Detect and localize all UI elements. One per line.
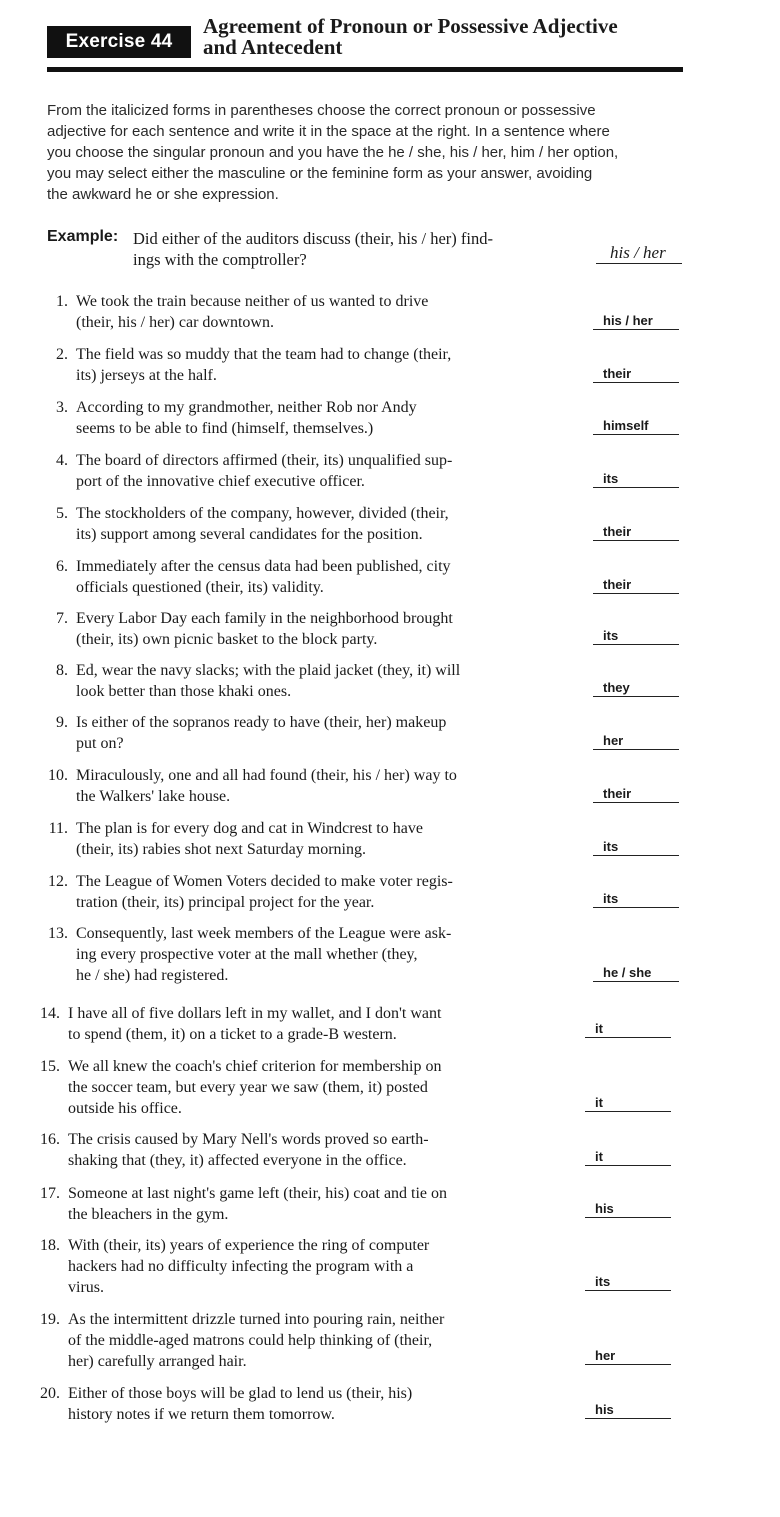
example-sentence [133, 228, 573, 270]
item-sentence [76, 608, 566, 650]
item-answer: its [593, 471, 679, 488]
item-line: virus. [68, 1279, 104, 1296]
item-line: Either of those boys will be glad to lend us (their, his) [68, 1385, 413, 1402]
item-line: Someone at last night's game left (their, his) coat and tie on [68, 1185, 448, 1202]
item-sentence [76, 871, 566, 913]
item-number: 6. [56, 558, 68, 575]
item-line: the soccer team, but every year we saw (them, it) posted [68, 1079, 428, 1096]
item-line: We all knew the coach's chief criterion for membership on [68, 1058, 442, 1075]
header-rule [47, 67, 683, 72]
item-answer: it [585, 1095, 671, 1112]
example-line: ings with the comptroller? [133, 250, 307, 269]
item-answer: its [585, 1274, 671, 1291]
item-sentence [76, 712, 566, 754]
item-line: put on? [76, 735, 124, 752]
item-line: to spend (them, it) on a ticket to a grade-B western. [68, 1026, 397, 1043]
item-line: seems to be able to find (himself, themselves.) [76, 420, 374, 437]
item-line: (their, its) rabies shot next Saturday morning. [76, 841, 366, 858]
item-number: 2. [56, 346, 68, 363]
item-answer: their [593, 577, 679, 594]
item-sentence [76, 660, 566, 702]
item-line: Miraculously, one and all had found (their, his / her) way to [76, 767, 457, 784]
item-answer: its [593, 628, 679, 645]
item-line: We took the train because neither of us wanted to drive [76, 293, 429, 310]
item-line: (their, his / her) car downtown. [76, 314, 274, 331]
item-line: The field was so muddy that the team had to change (their, [76, 346, 452, 363]
instructions-line: you may select either the masculine or the feminine form as your answer, avoiding [47, 165, 593, 182]
item-number: 17. [40, 1185, 60, 1202]
instructions-line: you choose the singular pronoun and you have the he / she, his / her, him / her option, [47, 144, 619, 161]
item-answer: their [593, 786, 679, 803]
item-line: The plan is for every dog and cat in Windcrest to have [76, 820, 423, 837]
item-line: ing every prospective voter at the mall whether (they, [76, 946, 418, 963]
item-sentence [68, 1235, 558, 1298]
item-line: history notes if we return them tomorrow. [68, 1406, 335, 1423]
item-number: 12. [48, 873, 68, 890]
item-line: shaking that (they, it) affected everyone in the office. [68, 1152, 407, 1169]
item-line: The crisis caused by Mary Nell's words proved so earth- [68, 1131, 429, 1148]
item-line: The League of Women Voters decided to make voter regis- [76, 873, 453, 890]
item-sentence [68, 1003, 558, 1045]
item-line: tration (their, its) principal project for the year. [76, 894, 375, 911]
example-answer: his / her [596, 243, 682, 264]
item-answer: his [585, 1201, 671, 1218]
item-line: According to my grandmother, neither Rob nor Andy [76, 399, 417, 416]
item-line: officials questioned (their, its) validity. [76, 579, 324, 596]
item-line: Every Labor Day each family in the neighborhood brought [76, 610, 453, 627]
item-line: Consequently, last week members of the League were ask- [76, 925, 452, 942]
item-number: 7. [56, 610, 68, 627]
item-number: 5. [56, 505, 68, 522]
item-sentence [76, 450, 566, 492]
item-line: Ed, wear the navy slacks; with the plaid jacket (they, it) will [76, 662, 461, 679]
item-number: 20. [40, 1385, 60, 1402]
item-sentence [68, 1383, 558, 1425]
item-line: her) carefully arranged hair. [68, 1353, 247, 1370]
item-answer: it [585, 1149, 671, 1166]
item-line: Immediately after the census data had been published, city [76, 558, 451, 575]
item-sentence [76, 397, 566, 439]
item-number: 8. [56, 662, 68, 679]
item-number: 15. [40, 1058, 60, 1075]
item-answer: its [593, 839, 679, 856]
item-number: 14. [40, 1005, 60, 1022]
item-line: its) support among several candidates for the position. [76, 526, 423, 543]
item-number: 18. [40, 1237, 60, 1254]
item-line: its) jerseys at the half. [76, 367, 217, 384]
item-line: port of the innovative chief executive officer. [76, 473, 365, 490]
item-line: The board of directors affirmed (their, its) unqualified sup- [76, 452, 453, 469]
item-number: 13. [48, 925, 68, 942]
item-line: The stockholders of the company, however, divided (their, [76, 505, 449, 522]
item-answer: his / her [593, 313, 679, 330]
item-number: 9. [56, 714, 68, 731]
item-sentence [76, 765, 566, 807]
item-answer: her [593, 733, 679, 750]
item-answer: their [593, 524, 679, 541]
title-line-1: Agreement of Pronoun or Possessive Adjective [203, 14, 618, 38]
item-line: With (their, its) years of experience the ring of computer [68, 1237, 430, 1254]
item-number: 11. [48, 820, 68, 837]
item-answer: his [585, 1402, 671, 1419]
item-line: hackers had no difficulty infecting the program with a [68, 1258, 414, 1275]
item-line: (their, its) own picnic basket to the block party. [76, 631, 378, 648]
item-sentence [68, 1129, 558, 1171]
item-number: 16. [40, 1131, 60, 1148]
item-answer: he / she [593, 965, 679, 982]
item-line: of the middle-aged matrons could help thinking of (their, [68, 1332, 433, 1349]
item-answer: it [585, 1021, 671, 1038]
item-sentence [76, 556, 566, 598]
page-title [203, 16, 683, 58]
item-number: 4. [56, 452, 68, 469]
instructions-line: adjective for each sentence and write it in the space at the right. In a sentence where [47, 123, 610, 140]
item-number: 1. [56, 293, 68, 310]
title-line-2: and Antecedent [203, 35, 343, 59]
instructions-line: From the italicized forms in parentheses choose the correct pronoun or possessive [47, 102, 596, 119]
item-number: 10. [48, 767, 68, 784]
exercise-badge: Exercise 44 [47, 26, 191, 58]
item-sentence [76, 344, 566, 386]
item-sentence [68, 1309, 558, 1372]
example-line: Did either of the auditors discuss (their, his / her) find- [133, 229, 493, 248]
item-sentence [68, 1183, 558, 1225]
instructions-line: the awkward he or she expression. [47, 186, 279, 203]
item-answer: they [593, 680, 679, 697]
item-line: he / she) had registered. [76, 967, 229, 984]
item-answer: their [593, 366, 679, 383]
item-sentence [76, 923, 566, 986]
example-label: Example: [47, 228, 119, 245]
item-number: 3. [56, 399, 68, 416]
item-line: the Walkers' lake house. [76, 788, 231, 805]
item-line: look better than those khaki ones. [76, 683, 292, 700]
instructions [47, 100, 687, 205]
item-sentence [68, 1056, 558, 1119]
item-sentence [76, 818, 566, 860]
item-answer: its [593, 891, 679, 908]
item-line: I have all of five dollars left in my wallet, and I don't want [68, 1005, 442, 1022]
item-line: the bleachers in the gym. [68, 1206, 229, 1223]
item-line: As the intermittent drizzle turned into pouring rain, neither [68, 1311, 445, 1328]
item-answer: her [585, 1348, 671, 1365]
item-number: 19. [40, 1311, 60, 1328]
item-answer: himself [593, 418, 679, 435]
item-sentence [76, 291, 566, 333]
item-line: outside his office. [68, 1100, 182, 1117]
item-sentence [76, 503, 566, 545]
item-line: Is either of the sopranos ready to have (their, her) makeup [76, 714, 447, 731]
